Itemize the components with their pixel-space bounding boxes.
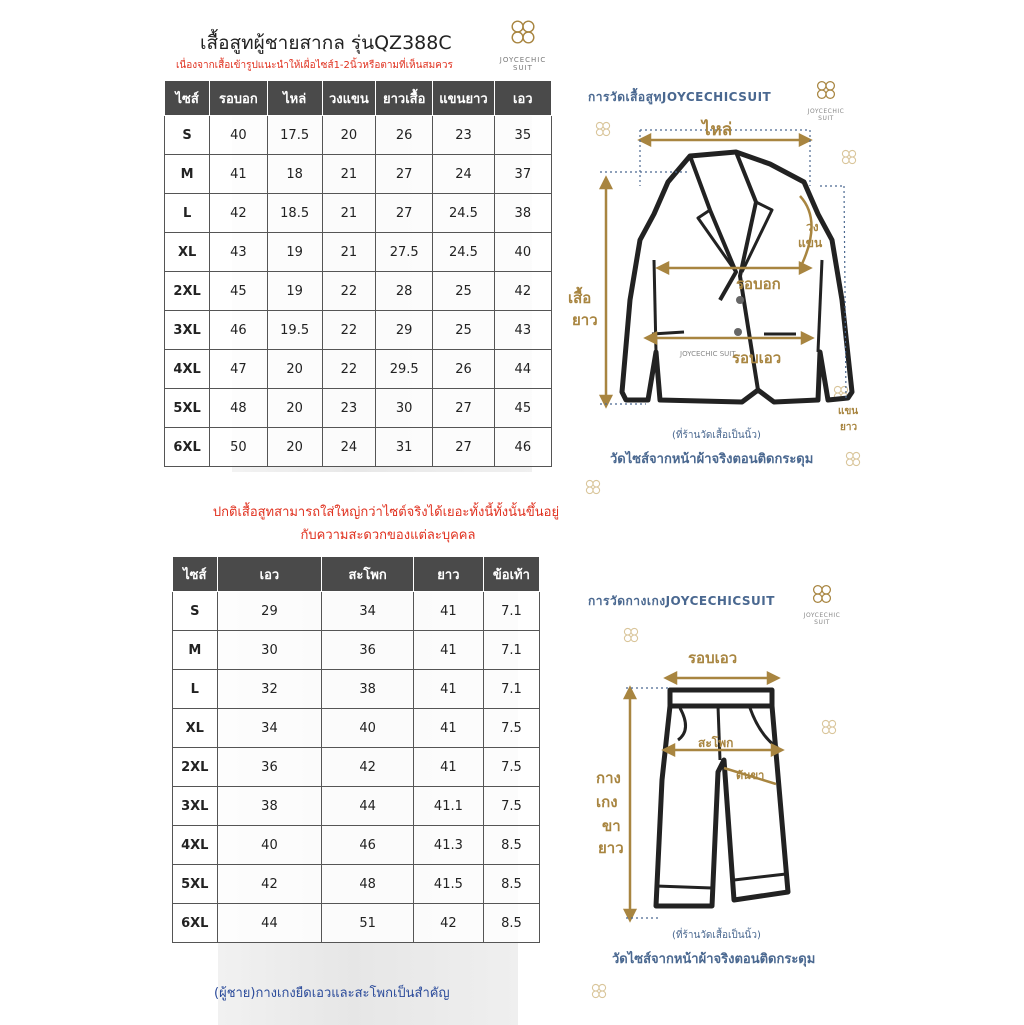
table-row xyxy=(173,826,540,865)
measurement-cell: 42 xyxy=(217,865,322,904)
size-cell: 2XL xyxy=(173,748,218,787)
table-row xyxy=(165,155,552,194)
column-header: ข้อเท้า xyxy=(483,557,539,592)
measurement-cell: 42 xyxy=(322,748,414,787)
watermark-logo xyxy=(588,980,610,1006)
measurement-cell: 25 xyxy=(433,272,494,311)
measurement-cell: 29 xyxy=(217,592,322,631)
jacket-caption-small: (ที่ร้านวัดเสื้อเป็นนิ้ว) xyxy=(672,430,761,441)
measurement-cell: 43 xyxy=(494,311,551,350)
table-row xyxy=(165,428,552,467)
label-sleeve-1: แขน xyxy=(838,406,859,417)
measurement-cell: 38 xyxy=(322,670,414,709)
size-cell: S xyxy=(173,592,218,631)
size-cell: M xyxy=(165,155,210,194)
column-header: ยาวเสื้อ xyxy=(376,81,433,116)
measurement-cell: 7.5 xyxy=(483,787,539,826)
table-row xyxy=(173,787,540,826)
measurement-cell: 40 xyxy=(322,709,414,748)
size-cell: 6XL xyxy=(165,428,210,467)
measurement-cell: 19 xyxy=(267,272,322,311)
brand-logo xyxy=(492,14,554,72)
size-cell: 4XL xyxy=(165,350,210,389)
measurement-cell: 30 xyxy=(376,389,433,428)
measurement-cell: 7.5 xyxy=(483,748,539,787)
column-header: ไหล่ xyxy=(267,81,322,116)
column-header: ไซส์ xyxy=(165,81,210,116)
size-cell: 5XL xyxy=(173,865,218,904)
pants-diagram-heading: การวัดกางเกงJOYCECHICSUIT xyxy=(588,594,775,608)
measurement-cell: 8.5 xyxy=(483,826,539,865)
column-header: เอว xyxy=(494,81,551,116)
measurement-cell: 17.5 xyxy=(267,116,322,155)
pants-measurement-diagram xyxy=(600,660,820,930)
measurement-cell: 41 xyxy=(210,155,267,194)
measurement-cell: 45 xyxy=(210,272,267,311)
size-cell: S xyxy=(165,116,210,155)
sizing-note-line1: ปกติเสื้อสูทสามารถใส่ใหญ่กว่าไซต์จริงได้เยอะทั้งนี้ทั้งนั้นขึ้นอยู่ xyxy=(212,505,560,520)
measurement-cell: 44 xyxy=(217,904,322,943)
measurement-cell: 37 xyxy=(494,155,551,194)
measurement-cell: 26 xyxy=(376,116,433,155)
pants-brand-name: JOYCECHIC SUIT xyxy=(803,612,841,626)
size-cell: XL xyxy=(165,233,210,272)
label-armhole-2: แขน xyxy=(798,236,823,250)
measurement-cell: 25 xyxy=(433,311,494,350)
measurement-cell: 19 xyxy=(267,233,322,272)
measurement-cell: 8.5 xyxy=(483,904,539,943)
size-cell: M xyxy=(173,631,218,670)
pants-label-length-2: เกง xyxy=(596,793,618,811)
page-title: เสื้อสูทผู้ชายสากล รุ่นQZ388C xyxy=(200,32,452,54)
measurement-cell: 42 xyxy=(413,904,483,943)
measurement-cell: 31 xyxy=(376,428,433,467)
measurement-cell: 8.5 xyxy=(483,865,539,904)
size-cell: L xyxy=(173,670,218,709)
measurement-cell: 36 xyxy=(217,748,322,787)
measurement-cell: 29.5 xyxy=(376,350,433,389)
measurement-cell: 28 xyxy=(376,272,433,311)
measurement-cell: 44 xyxy=(322,787,414,826)
measurement-cell: 27 xyxy=(376,194,433,233)
jacket-size-table xyxy=(164,80,552,467)
measurement-cell: 47 xyxy=(210,350,267,389)
measurement-cell: 20 xyxy=(267,428,322,467)
measurement-cell: 48 xyxy=(210,389,267,428)
table-row xyxy=(173,865,540,904)
column-header: ยาว xyxy=(413,557,483,592)
brand-flower-logo-icon xyxy=(505,14,541,50)
measurement-cell: 41.1 xyxy=(413,787,483,826)
measurement-cell: 41 xyxy=(413,670,483,709)
measurement-cell: 21 xyxy=(322,155,375,194)
size-cell: 2XL xyxy=(165,272,210,311)
measurement-cell: 40 xyxy=(494,233,551,272)
measurement-cell: 34 xyxy=(322,592,414,631)
table-row xyxy=(173,592,540,631)
pants-label-waist: รอบเอว xyxy=(688,649,738,667)
measurement-cell: 20 xyxy=(322,116,375,155)
measurement-cell: 41.5 xyxy=(413,865,483,904)
pants-label-length-1: กาง xyxy=(596,769,621,787)
fit-advice-note: เนื่องจากเสื้อเข้ารูปแนะนำให้เผื่อไซส์1-2นิ้วหรือตามที่เห็นสมควร xyxy=(176,60,453,71)
table-row xyxy=(173,631,540,670)
jacket-brand-name: JOYCECHIC SUIT xyxy=(807,108,845,122)
measurement-cell: 29 xyxy=(376,311,433,350)
measurement-cell: 24.5 xyxy=(433,233,494,272)
watermark-logo xyxy=(818,716,840,742)
pants-brand-logo xyxy=(800,580,844,626)
measurement-cell: 36 xyxy=(322,631,414,670)
size-cell: 6XL xyxy=(173,904,218,943)
table-row xyxy=(165,311,552,350)
measurement-cell: 7.1 xyxy=(483,670,539,709)
measurement-cell: 32 xyxy=(217,670,322,709)
table-row xyxy=(173,904,540,943)
label-waist: รอบเอว xyxy=(732,349,782,367)
measurement-cell: 21 xyxy=(322,233,375,272)
measurement-cell: 44 xyxy=(494,350,551,389)
measurement-cell: 30 xyxy=(217,631,322,670)
measurement-cell: 7.1 xyxy=(483,592,539,631)
pants-label-thigh: ต้นขา xyxy=(736,769,765,782)
label-chest: รอบอก xyxy=(736,275,781,293)
table-row xyxy=(165,116,552,155)
measurement-cell: 41 xyxy=(413,631,483,670)
measurement-cell: 46 xyxy=(210,311,267,350)
size-cell: 3XL xyxy=(173,787,218,826)
measurement-cell: 46 xyxy=(494,428,551,467)
pants-footer-note: (ผู้ชาย)กางเกงยืดเอวและสะโพกเป็นสำคัญ xyxy=(214,986,450,1001)
measurement-cell: 27 xyxy=(433,428,494,467)
trousers-diagram-icon xyxy=(656,690,788,906)
pants-size-table xyxy=(172,556,540,943)
pants-label-length-4: ยาว xyxy=(598,839,624,857)
measurement-cell: 19.5 xyxy=(267,311,322,350)
measurement-cell: 21 xyxy=(322,194,375,233)
measurement-cell: 48 xyxy=(322,865,414,904)
table-row xyxy=(173,670,540,709)
pants-caption: วัดไซส์จากหน้าผ้าจริงตอนติดกระดุม xyxy=(612,952,816,967)
measurement-cell: 27.5 xyxy=(376,233,433,272)
measurement-cell: 45 xyxy=(494,389,551,428)
column-header: วงแขน xyxy=(322,81,375,116)
measurement-cell: 41 xyxy=(413,748,483,787)
brand-name: JOYCECHIC SUIT xyxy=(499,56,547,72)
table-row xyxy=(173,709,540,748)
table-row xyxy=(165,272,552,311)
measurement-cell: 34 xyxy=(217,709,322,748)
measurement-cell: 40 xyxy=(217,826,322,865)
jacket-diagram-heading: การวัดเสื้อสูทJOYCECHICSUIT xyxy=(588,90,772,104)
size-cell: XL xyxy=(173,709,218,748)
table-row xyxy=(165,350,552,389)
measurement-cell: 38 xyxy=(217,787,322,826)
jacket-inner-brand: JOYCECHIC SUIT xyxy=(680,350,736,358)
measurement-cell: 26 xyxy=(433,350,494,389)
measurement-cell: 7.1 xyxy=(483,631,539,670)
sizing-note-line2: กับความสะดวกของแต่ละบุคคล xyxy=(300,528,476,543)
size-cell: 3XL xyxy=(165,311,210,350)
label-length-1: เสื้อ xyxy=(568,289,592,307)
label-armhole-1: วง xyxy=(806,220,819,234)
size-cell: 4XL xyxy=(173,826,218,865)
table-row xyxy=(165,233,552,272)
measurement-cell: 43 xyxy=(210,233,267,272)
watermark-logo xyxy=(620,624,642,650)
measurement-cell: 46 xyxy=(322,826,414,865)
measurement-cell: 20 xyxy=(267,350,322,389)
measurement-cell: 42 xyxy=(210,194,267,233)
measurement-cell: 23 xyxy=(433,116,494,155)
label-sleeve-2: ยาว xyxy=(840,422,858,433)
table-row xyxy=(173,748,540,787)
measurement-cell: 35 xyxy=(494,116,551,155)
pants-label-length-3: ขา xyxy=(602,817,621,835)
table-row xyxy=(165,194,552,233)
column-header: แขนยาว xyxy=(433,81,494,116)
measurement-cell: 7.5 xyxy=(483,709,539,748)
pants-label-hip: สะโพก xyxy=(698,736,734,750)
measurement-cell: 40 xyxy=(210,116,267,155)
measurement-cell: 50 xyxy=(210,428,267,467)
column-header: สะโพก xyxy=(322,557,414,592)
measurement-cell: 22 xyxy=(322,272,375,311)
measurement-cell: 51 xyxy=(322,904,414,943)
table-row xyxy=(165,389,552,428)
measurement-cell: 27 xyxy=(376,155,433,194)
measurement-cell: 22 xyxy=(322,350,375,389)
jacket-caption: วัดไซส์จากหน้าผ้าจริงตอนติดกระดุม xyxy=(610,452,814,467)
measurement-cell: 23 xyxy=(322,389,375,428)
measurement-cell: 38 xyxy=(494,194,551,233)
measurement-cell: 20 xyxy=(267,389,322,428)
measurement-cell: 41 xyxy=(413,709,483,748)
measurement-cell: 22 xyxy=(322,311,375,350)
measurement-cell: 24 xyxy=(433,155,494,194)
measurement-cell: 41 xyxy=(413,592,483,631)
label-shoulder: ไหล่ xyxy=(702,120,733,140)
measurement-cell: 27 xyxy=(433,389,494,428)
measurement-cell: 18.5 xyxy=(267,194,322,233)
column-header: รอบอก xyxy=(210,81,267,116)
label-length-2: ยาว xyxy=(572,311,598,329)
size-cell: 5XL xyxy=(165,389,210,428)
measurement-cell: 41.3 xyxy=(413,826,483,865)
measurement-cell: 18 xyxy=(267,155,322,194)
brand-flower-logo-icon xyxy=(808,580,836,608)
measurement-cell: 24.5 xyxy=(433,194,494,233)
size-cell: L xyxy=(165,194,210,233)
column-header: เอว xyxy=(217,557,322,592)
measurement-cell: 42 xyxy=(494,272,551,311)
column-header: ไซส์ xyxy=(173,557,218,592)
measurement-cell: 24 xyxy=(322,428,375,467)
pants-caption-small: (ที่ร้านวัดเสื้อเป็นนิ้ว) xyxy=(672,930,761,941)
